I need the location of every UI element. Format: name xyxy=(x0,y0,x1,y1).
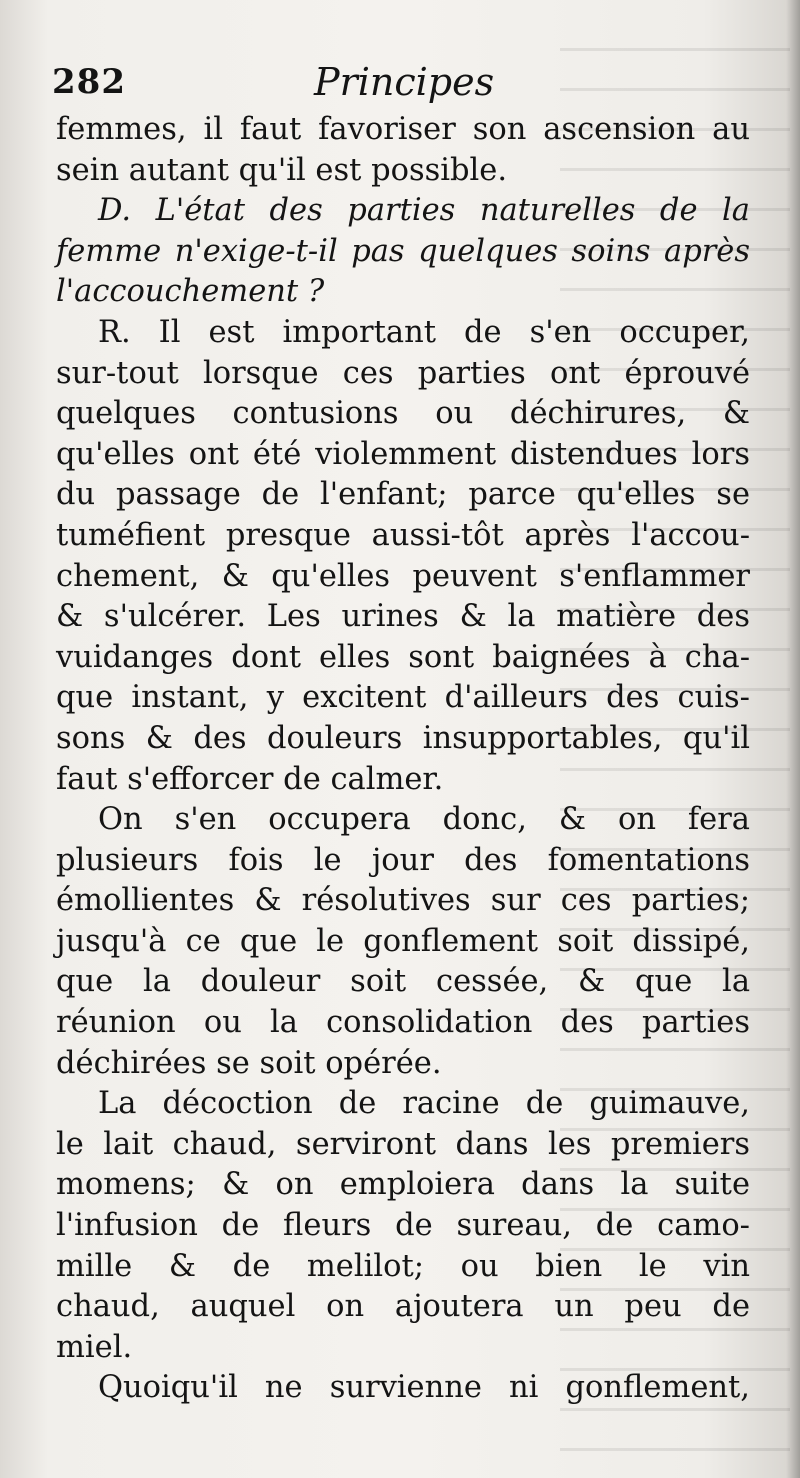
text-line: Quoiqu'il ne survienne ni gonflement, xyxy=(98,1370,750,1406)
text-line: La décoction de racine de guimauve, xyxy=(98,1086,750,1122)
text-line: mille & de melilot; ou bien le vin xyxy=(56,1248,750,1284)
running-head: Principes xyxy=(314,60,495,104)
text-line: sein autant qu'il est possible. xyxy=(56,152,508,188)
text-line: quelques contusions ou déchirures, & xyxy=(56,396,750,432)
text-line: l'infusion de fleurs de sureau, de camo- xyxy=(56,1208,750,1244)
text-line: femmes, il faut favoriser son ascension au xyxy=(56,112,750,147)
body-text xyxy=(56,110,750,1409)
text-line: que instant, y excitent d'ailleurs des cuis- xyxy=(56,680,750,716)
text-line: On s'en occupera donc, & on fera xyxy=(98,802,750,838)
text-line: réunion ou la consolidation des parties xyxy=(56,1005,750,1041)
text-line: du passage de l'enfant; parce qu'elles se xyxy=(56,477,750,513)
page-number: 282 xyxy=(52,62,126,102)
text-line: le lait chaud, serviront dans les premiers xyxy=(56,1126,750,1162)
page-header xyxy=(52,52,752,112)
text-line: R. Il est important de s'en occuper, xyxy=(98,314,750,350)
text-line: & s'ulcérer. Les urines & la matière des xyxy=(56,599,750,635)
text-line: émollientes & résolutives sur ces parties; xyxy=(56,883,750,919)
text-line: faut s'efforcer de calmer. xyxy=(56,761,444,797)
text-line: déchirées se soit opérée. xyxy=(56,1045,442,1081)
text-line: momens; & on emploiera dans la suite xyxy=(56,1167,750,1203)
text-line: tuméfient presque aussi-tôt après l'accou- xyxy=(56,517,750,553)
text-line: l'accouchement ? xyxy=(56,274,325,310)
text-line: vuidanges dont elles sont baignées à cha- xyxy=(56,639,750,675)
text-line: chaud, auquel on ajoutera un peu de xyxy=(56,1289,750,1325)
text-line: D. L'état des parties naturelles de la xyxy=(98,193,750,229)
page-edge-shadow xyxy=(786,0,800,1478)
text-line: chement, & qu'elles peuvent s'enflammer xyxy=(56,558,750,594)
text-line: sons & des douleurs insupportables, qu'il xyxy=(56,720,750,756)
text-line: que la douleur soit cessée, & que la xyxy=(56,964,750,1000)
text-line: femme n'exige-t-il pas quelques soins après xyxy=(56,233,750,269)
text-line: plusieurs fois le jour des fomentations xyxy=(56,842,750,878)
text-line: jusqu'à ce que le gonflement soit dissipé, xyxy=(56,923,750,959)
text-line: qu'elles ont été violemment distendues lors xyxy=(56,436,750,472)
text-line: sur-tout lorsque ces parties ont éprouvé xyxy=(56,355,750,391)
text-line: miel. xyxy=(56,1329,133,1365)
